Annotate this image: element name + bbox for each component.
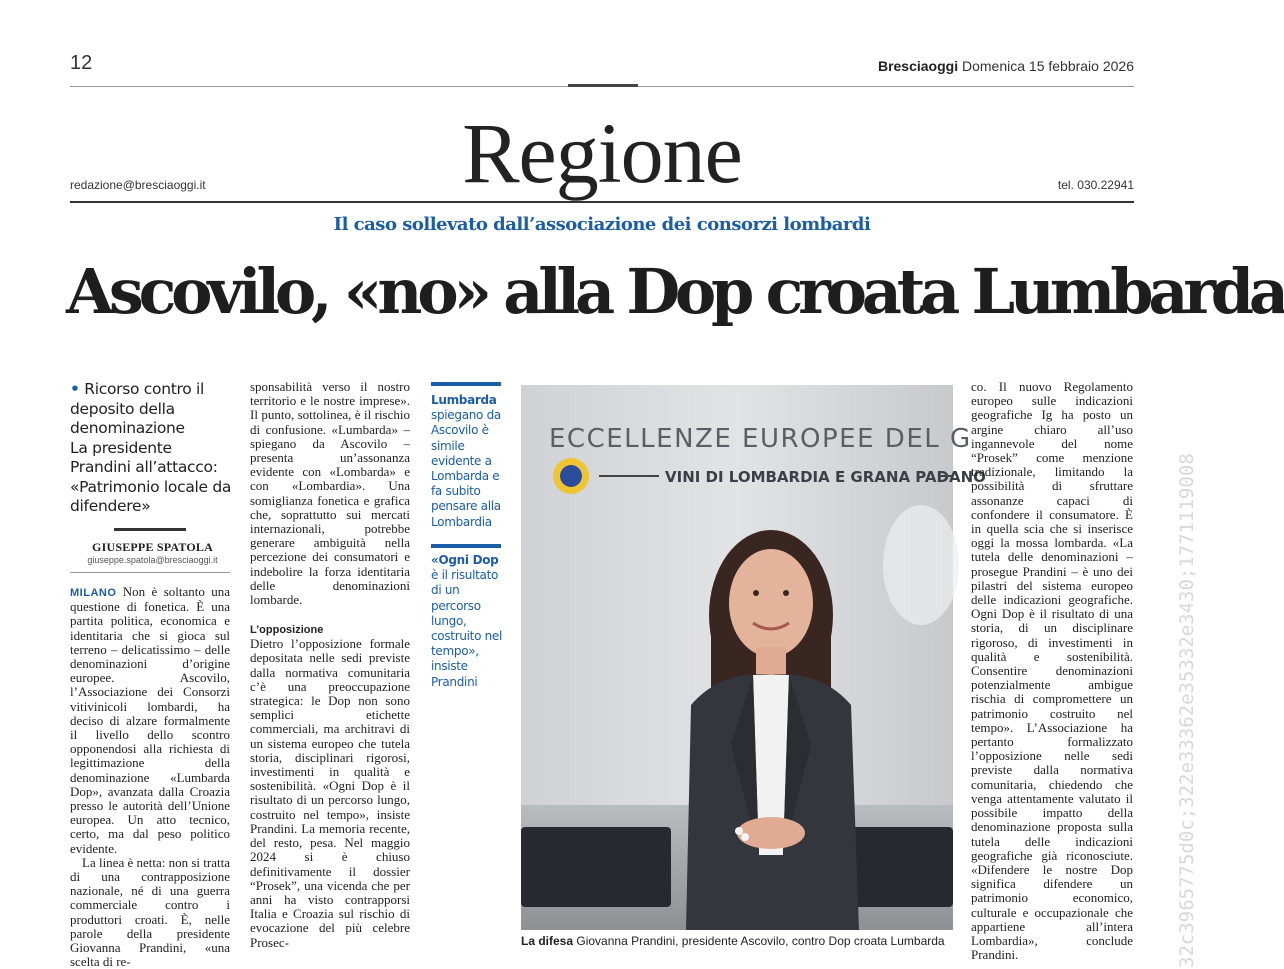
byline-rule (114, 528, 186, 531)
byline-divider (70, 572, 230, 573)
paragraph: Dietro l’opposizione formale depositata nelle sedi previste dalla normativa comunitaria c’è una preoccupazione strategica: le Dop non sono semplici etichette commerciali, ma architravi di un sistema europeo che tutela storia, disciplinari rigorosi, investimenti in qualità e sostenibilità. «Ogni Dop è il risultato di un percorso lungo, costruito nel tempo», insiste Prandini. La memoria recente, del resto, pesa. Nel maggio 2024 si è chiuso definitivamente il dossier “Prosek”, una vicenda che per anni ha visto contrapporsi Italia e Croazia sul rischio di evocazione del più celebre Prosec- (250, 636, 410, 950)
newsroom-email[interactable]: redazione@bresciaoggi.it (70, 178, 206, 192)
photo-banner-title: ECCELLENZE EUROPEE DEL G (549, 424, 972, 454)
masthead (878, 58, 1134, 74)
pullquote-bar (431, 382, 501, 386)
body-column-1 (70, 585, 230, 969)
bullet-icon: • (70, 380, 80, 398)
paragraph: MILANO Non è soltanto una questione di fonetica. È una partita politica, economica e identitaria che si gioca sul terreno – delicatissimo – delle denominazioni d’origine europee. Ascovilo, l’Associazione dei Consorzi vitivinicoli lombardi, ha deciso di alzare formalmente il livello dello scontro opponendosi alla richiesta di legittimazione della denominazione «Lumbarda Dop», avanzata dalla Croazia presso le autorità dell’Unione europea. Un atto tecnico, certo, ma dal peso politico evidente. (70, 584, 231, 856)
bench (521, 827, 671, 907)
kicker: Il caso sollevato dall’associazione dei consorzi lombardi (333, 214, 871, 235)
author-email[interactable]: giuseppe.spatola@bresciaoggi.it (87, 555, 218, 565)
issue-date: Domenica 15 febbraio 2026 (961, 58, 1134, 74)
summary (70, 380, 235, 517)
page-number: 12 (70, 52, 93, 74)
paragraph: sponsabilità verso il nostro territorio e le nostre imprese». Il punto, sottolinea, è il rischio di confusione. «Lumbarda» – spiegano da Ascovilo – presenta un’assonanza evidente con «Lombarda» e con «Lombardia». Una somiglianza fonetica e grafica che, soprattutto sui mercati internazionali, potrebbe generare ambiguità nella percezione dei consumatori e indebolire la forza identitaria delle denominazioni lombarde. (250, 379, 410, 608)
pullquote-2: «Ogni Dop è il risultato di un percorso lungo, costruito nel tempo», insiste Prandini (431, 553, 503, 689)
newspaper-name: Bresciaoggi (877, 58, 959, 74)
photo-banner-subtitle: VINI DI LOMBARDIA E GRANA PADANO (665, 468, 986, 486)
summary-line-2: La presidente Prandini all’attacco: «Patrimonio locale da difendere» (70, 438, 232, 515)
dateline: MILANO (70, 587, 117, 599)
subheading: L’opposizione (250, 624, 324, 637)
body-column-2 (250, 380, 410, 950)
newsroom-phone: tel. 030.22941 (1057, 178, 1134, 192)
paragraph: co. Il nuovo Regolamento europeo sulle indicazioni geografiche Ig ha posto un argine chiaro all’uso ingannevole del nome “Prosek” come menzione tradizionale, limitando la possibilità di sfruttare assonanze capaci di confondere il consumatore. È in quella scia che si inserisce oggi la mossa lombarda. «La tutela delle denominazioni – prosegue Prandini – è uno dei pilastri del sistema europeo delle indicazioni geografiche. Ogni Dop è il risultato di una storia, di un disciplinare rigoroso, di investimenti in qualità e sostenibilità. Consentire denominazioni potenzialmente ambigue rischia di compromettere un patrimonio costruito nel tempo». L’Associazione ha pertanto formalizzato l’opposizione nelle sedi previste dalla normativa comunitaria, chiedendo che venga attentamente valutato il possibile impatto della denominazione proposta sulla tutela delle indicazioni geografiche già riconosciute. «Difendere le nostre Dop significa difendere un patrimonio economico, culturale e occupazionale che appartiene all’intera Lombardia», conclude Prandini. (971, 379, 1133, 963)
summary-line-1: • Ricorso contro il deposito della denominazione (70, 380, 205, 437)
pullquote-1: Lumbarda spiegano da Ascovilo è simile evidente a Lombarda e fa subito pensare alla Lombardia (431, 393, 501, 529)
body-column-3 (971, 380, 1133, 962)
paragraph: La linea è netta: non si tratta di una contrapposizione nazionale, né di una guerra commerciale contro i produttori croati. È, nelle parole della presidente Giovanna Prandini, «una scelta di re- (70, 854, 230, 969)
margin-code: 32c3965775d0c;322e33362e35332e3430;1771119008 (1176, 453, 1198, 968)
headline: Ascovilo, «no» alla Dop croata Lumbarda (66, 255, 1284, 328)
author-name: GIUSEPPE SPATOLA (92, 540, 213, 554)
photo-caption: La difesa Giovanna Prandini, presidente Ascovilo, contro Dop croata Lumbarda (521, 934, 945, 948)
top-rule-mark (568, 84, 638, 87)
section-title: Regione (462, 105, 742, 201)
section-rule (70, 201, 1134, 203)
pullquote-bar (431, 544, 501, 548)
article-photo (521, 385, 986, 930)
